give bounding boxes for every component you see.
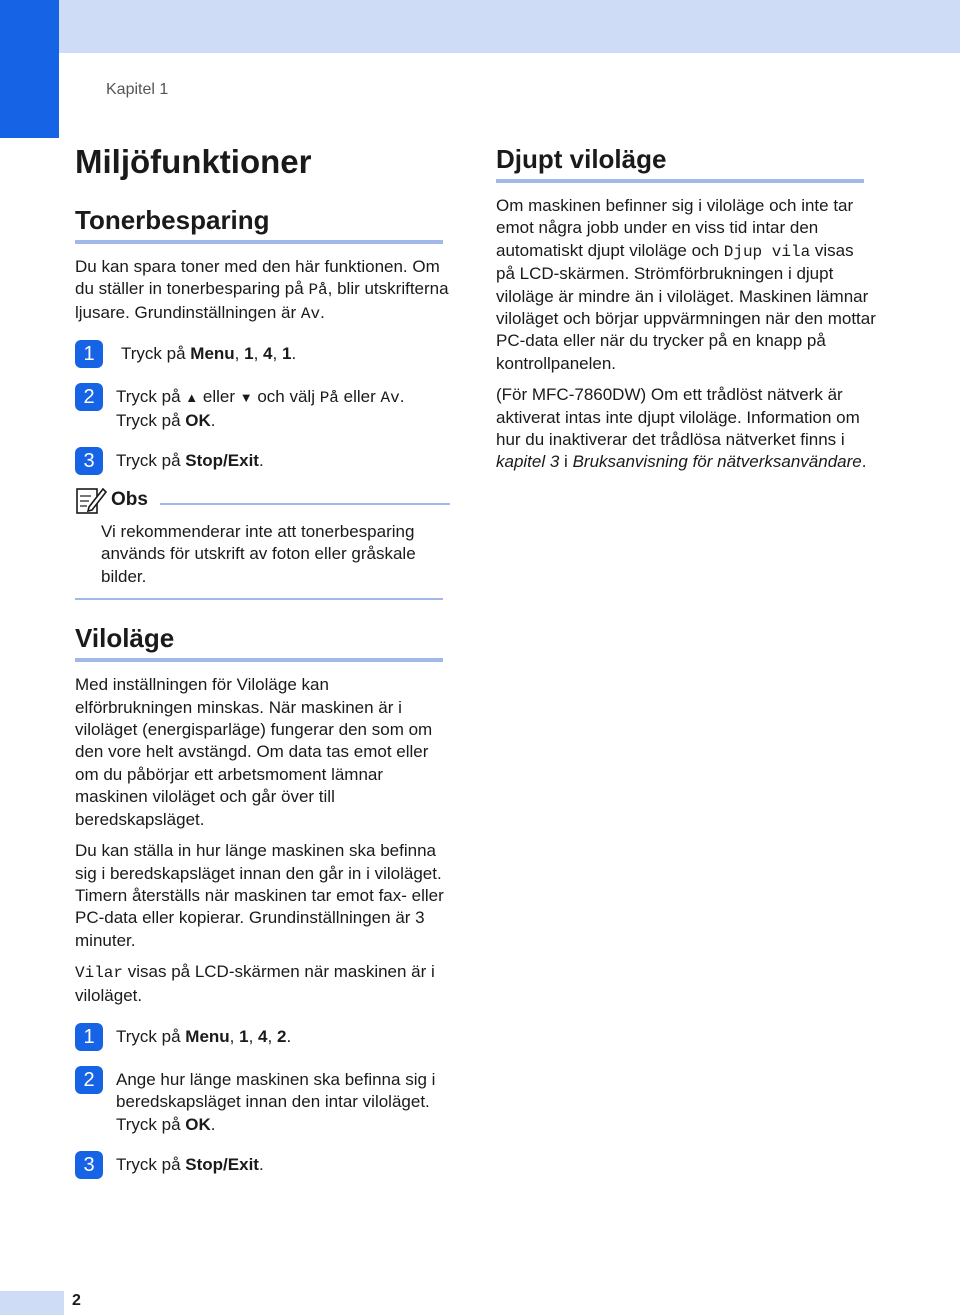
key-2: 2 bbox=[276, 1026, 287, 1046]
step-text-mid1: eller bbox=[198, 387, 240, 407]
step-text bbox=[116, 386, 404, 432]
note-box bbox=[75, 485, 450, 600]
sleep-paragraph-1: Med inställningen för Viloläge kan elförbrukningen minskas. När maskinen är i viloläget (energisparläge) fungerar den som om den vore helt avstängd. Om data tas emot eller om du påbörjar ett arbetsmoment lämnar maskinen viloläget och går över till beredskapsläget. bbox=[75, 675, 433, 829]
step-text-line2-post: . bbox=[210, 1114, 216, 1134]
step-text-post: . bbox=[258, 451, 264, 471]
page-title: Miljöfunktioner bbox=[75, 143, 312, 180]
deep-sleep-p2-text-b: i bbox=[559, 452, 573, 472]
page-number: 2 bbox=[72, 1292, 81, 1309]
note-title: Obs bbox=[111, 488, 148, 510]
step-number-badge: 2 bbox=[75, 383, 103, 411]
key-ok: OK bbox=[185, 1114, 211, 1134]
toner-intro-text-3: . bbox=[320, 302, 325, 322]
sleep-heading: Viloläge bbox=[75, 623, 175, 654]
toner-heading-rule bbox=[75, 240, 443, 244]
step-text-line2: Tryck på bbox=[116, 410, 186, 430]
step-text-pre: Tryck på bbox=[116, 1026, 186, 1046]
key-1: 1 bbox=[239, 1026, 249, 1046]
sleep-paragraph-2: Du kan ställa in hur länge maskinen ska befinna sig i beredskapsläget innan den går in i viloläget. Timern återställs när maskinen tar emot fax- eller PC-data eller kopierar. Grundinställningen är 3 minuter. bbox=[75, 841, 444, 950]
page-number-tab bbox=[0, 1291, 64, 1315]
key-4: 4 bbox=[263, 344, 273, 364]
step-text bbox=[116, 1154, 264, 1176]
key-4: 4 bbox=[258, 1026, 268, 1046]
deep-sleep-paragraph-1 bbox=[496, 195, 876, 375]
chapter-label: Kapitel 1 bbox=[106, 81, 169, 98]
toner-step-3 bbox=[75, 450, 450, 475]
step-number-badge: 3 bbox=[75, 1151, 103, 1179]
toner-heading: Tonerbesparing bbox=[75, 205, 270, 235]
note-top-rule bbox=[160, 503, 450, 505]
step-text: Tryck på Menu, 1, 4, 2. bbox=[116, 1026, 292, 1046]
key-menu: Menu bbox=[190, 344, 235, 364]
toner-on-value: På bbox=[308, 281, 328, 300]
note-bottom-rule bbox=[75, 598, 443, 600]
note-pencil-icon bbox=[75, 485, 107, 515]
key-stop-exit: Stop/Exit bbox=[185, 1155, 259, 1175]
step-text-post: . bbox=[258, 1155, 264, 1175]
step-text-main: Ange hur länge maskinen ska befinna sig i beredskapsläget innan den intar viloläget. bbox=[116, 1069, 436, 1112]
sleep-step-3 bbox=[75, 1154, 450, 1179]
up-arrow-icon: ▲ bbox=[185, 390, 199, 406]
toner-intro-text-2: , blir utskrifterna ljusare. Grundinställningen är bbox=[75, 279, 449, 322]
key-1b: 1 bbox=[281, 344, 292, 364]
step-text-mid2: och välj bbox=[252, 387, 320, 407]
toner-step-2 bbox=[75, 386, 450, 432]
deep-sleep-p2-text-c: . bbox=[861, 452, 867, 472]
deep-sleep-heading: Djupt viloläge bbox=[496, 144, 667, 174]
note-header bbox=[75, 485, 450, 515]
step-text-post: . bbox=[399, 387, 405, 407]
chapter-tab bbox=[0, 0, 59, 138]
step-text-line2-post: . bbox=[210, 410, 216, 430]
key-menu: Menu bbox=[185, 1026, 230, 1046]
deep-sleep-p1-text-b: visas på LCD-skärmen. Strömförbrukningen i djupt viloläge är mindre än i viloläget. Maskinen lämnar viloläget och börjar uppvärmningen när den mottar PC-data eller när du trycker på en knapp på kontrollpanelen. bbox=[496, 240, 876, 373]
left-column bbox=[75, 140, 450, 1179]
step-text-pre: Tryck på bbox=[121, 344, 191, 364]
right-column bbox=[496, 143, 876, 474]
sleep-step-2 bbox=[75, 1069, 450, 1136]
option-on: På bbox=[319, 389, 339, 408]
deep-sleep-p2-text-a: (För MFC-7860DW) Om ett trådlöst nätverk är aktiverat intas inte djupt viloläge. Information om hur du inaktiverar det trådlösa nätverket finns i bbox=[496, 385, 860, 450]
key-ok: OK bbox=[185, 410, 211, 430]
toner-step-1 bbox=[75, 343, 450, 368]
step-number-badge: 2 bbox=[75, 1066, 103, 1094]
toner-off-value: Av bbox=[300, 304, 321, 323]
down-arrow-icon: ▼ bbox=[239, 390, 253, 406]
lcd-text-vilar: Vilar bbox=[75, 964, 124, 983]
step-number-badge: 1 bbox=[75, 1023, 103, 1051]
header-band bbox=[0, 0, 960, 53]
step-text bbox=[116, 1069, 436, 1136]
note-text: Vi rekommenderar inte att tonerbesparing används för utskrift av foton eller gråskale bilder. bbox=[101, 522, 416, 586]
step-number-badge: 3 bbox=[75, 447, 103, 475]
step-text-mid3: eller bbox=[338, 387, 381, 407]
key-1: 1 bbox=[244, 344, 254, 364]
step-text: Tryck på Menu, 1, 4, 1. bbox=[121, 344, 297, 364]
toner-intro-text-1: Du kan spara toner med den här funktionen. Om du ställer in tonerbesparing på bbox=[75, 257, 440, 299]
step-text-line2: Tryck på bbox=[116, 1114, 186, 1134]
step-text bbox=[116, 450, 264, 472]
step-text-pre: Tryck på bbox=[116, 1155, 186, 1175]
sleep-paragraph-3-text: visas på LCD-skärmen när maskinen är i viloläget. bbox=[75, 962, 435, 1005]
toner-intro bbox=[75, 256, 450, 325]
deep-sleep-p1-text-a: Om maskinen befinner sig i viloläge och inte tar emot några jobb under en viss tid intar den automatiskt djupt viloläge och bbox=[496, 196, 854, 260]
sleep-step-1 bbox=[75, 1026, 450, 1051]
sleep-heading-rule bbox=[75, 658, 443, 662]
step-number-badge: 1 bbox=[75, 340, 103, 368]
deep-sleep-heading-rule bbox=[496, 179, 864, 183]
step-text-pre: Tryck på bbox=[116, 387, 186, 407]
sleep-paragraph-3 bbox=[75, 961, 450, 1007]
guide-reference: Bruksanvisning för nätverksanvändare bbox=[572, 452, 862, 472]
option-off: Av bbox=[380, 389, 400, 408]
key-stop-exit: Stop/Exit bbox=[185, 451, 259, 471]
chapter-reference: kapitel 3 bbox=[496, 452, 560, 472]
lcd-text-djup-vila: Djup vila bbox=[723, 242, 811, 261]
step-text-pre: Tryck på bbox=[116, 451, 186, 471]
deep-sleep-paragraph-2 bbox=[496, 384, 876, 474]
